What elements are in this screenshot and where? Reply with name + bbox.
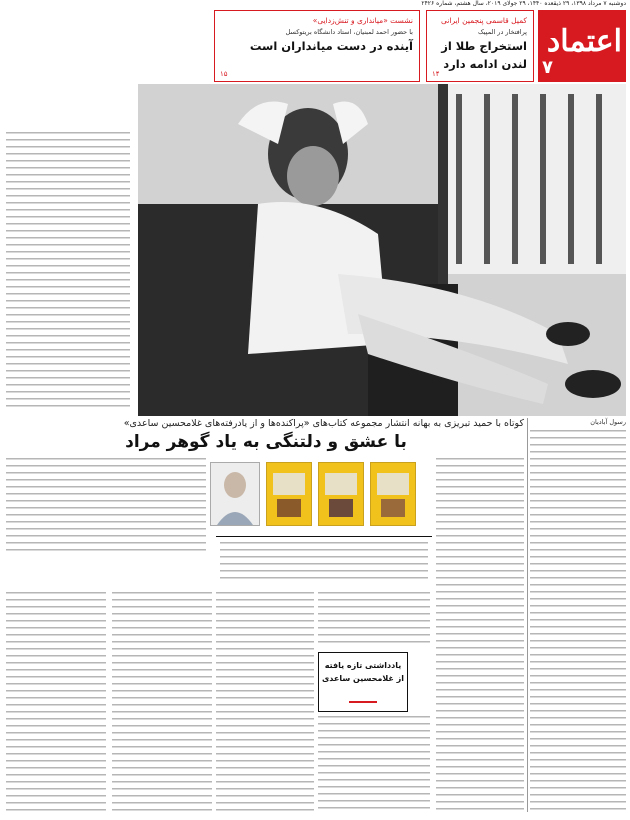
article-body-right [530,430,626,812]
sidebar-red-bar [349,701,377,703]
teaser-page: ۱۵ [220,70,228,78]
lead-text [220,542,428,582]
lead-box [216,536,432,586]
teaser-headline: آینده در دست میانداران است [249,39,413,53]
article-body-col-2b [318,592,430,648]
teaser-kicker: نشست «میانداری و تنش‌زدایی» [312,16,413,25]
masthead-title: اعتماد [546,24,622,59]
article-body-col-2 [216,592,314,812]
main-photo[interactable] [138,84,626,416]
masthead-logo[interactable] [538,10,626,82]
portrait-art [211,463,259,525]
article-body-col-2c [318,716,430,812]
teaser-kicker: کمیل قاسمی پنجمین ایرانی [441,16,527,25]
article-body-col-left-top [6,458,206,554]
column-body-text [6,132,130,412]
author-portrait [210,462,260,526]
teaser-subtitle: با حضور احمد لمبنیان، استاد دانشگاه بریتوکسل [285,28,413,36]
sidebar-box[interactable] [318,652,408,712]
book-cover [318,462,364,526]
main-headline[interactable]: با عشق و دلتنگی به یاد گوهر مراد [125,432,407,452]
column-divider [527,418,528,812]
article-body-col-3 [112,592,212,812]
sidebar-title-line2: از غلامحسین ساعدی [321,674,405,683]
teaser-page: ۱۴ [432,70,440,78]
main-byline: رسول آبادیان [590,418,626,426]
sidebar-title-line1: یادداشتی تازه یافته [324,661,402,670]
cover-art [267,463,311,525]
main-kicker: کوتاه با حمید تبریزی به بهانه انتشار مجموعه کتاب‌های «پراکنده‌ها و از یادرفته‌های غلامحسین ساعدی» [123,418,524,429]
teaser-subtitle: پرافتخار در المپیک [477,28,527,36]
dateline: دوشنبه ۷ مرداد ۱۳۹۸، ۲۹ ذیقعده ۱۴۴۰، ۲۹ جولای ۲۰۱۹، سال هشتم، شماره ۲۴۲۶ [421,0,626,7]
article-body-col-4 [6,592,106,812]
page-number: ۷ [542,57,553,78]
lead-rule [216,536,432,537]
cover-art [371,463,415,525]
book-cover [370,462,416,526]
teaser-olympics[interactable] [426,10,534,82]
teaser-headline: استخراج طلا از لندن ادامه دارد [441,39,527,71]
teaser-mediators[interactable] [214,10,420,82]
photo-illustration [138,84,626,416]
cover-art [319,463,363,525]
article-body-col-1 [436,458,524,812]
book-cover [266,462,312,526]
